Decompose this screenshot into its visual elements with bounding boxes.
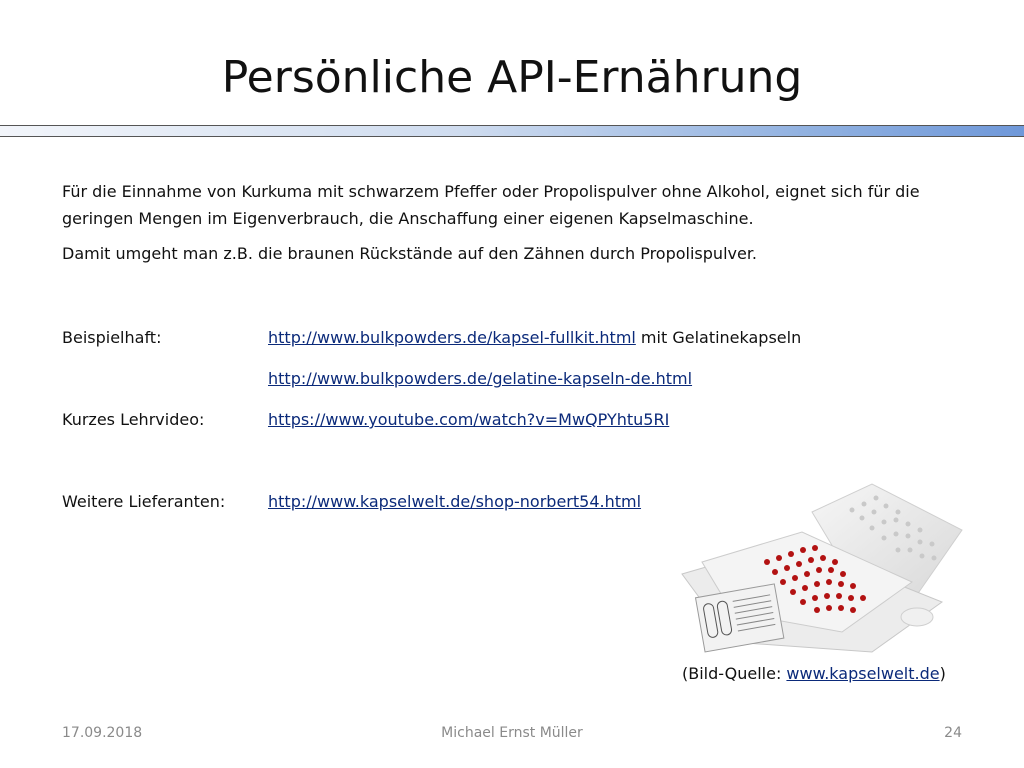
row-suffix: mit Gelatinekapseln <box>635 328 802 347</box>
link-bulkpowders-fullkit[interactable]: http://www.bulkpowders.de/kapsel-fullkit.html <box>268 328 636 347</box>
capsule-machine-photo <box>672 482 968 662</box>
caption-prefix: (Bild-Quelle: <box>682 664 787 683</box>
row-label: Kurzes Lehrvideo: <box>62 410 205 429</box>
image-caption <box>682 664 946 683</box>
intro-text <box>62 178 962 267</box>
link-kapselwelt-shop[interactable]: http://www.kapselwelt.de/shop-norbert54.html <box>268 492 642 511</box>
footer-author: Michael Ernst Müller <box>441 725 583 741</box>
row-label: Beispielhaft: <box>62 328 162 347</box>
paragraph-2: Damit umgeht man z.B. die braunen Rückstände auf den Zähnen durch Propolispulver. <box>62 244 758 263</box>
slide-title: Persönliche API-Ernährung <box>221 52 803 103</box>
caption-link[interactable]: www.kapselwelt.de <box>786 664 940 683</box>
title-divider <box>0 125 1024 137</box>
round-knob <box>901 608 933 626</box>
caption-suffix: ) <box>939 664 946 683</box>
footer-page-number: 24 <box>944 725 962 741</box>
footer-date: 17.09.2018 <box>62 725 143 741</box>
paragraph-1: Für die Einnahme von Kurkuma mit schwarzem Pfeffer oder Propolispulver ohne Alkohol, eignet sich für die geringen Mengen im Eigenverbrauch, die Anschaffung einer eigenen Kapselmaschine. <box>62 182 920 228</box>
row-label: Weitere Lieferanten: <box>62 492 226 511</box>
link-bulkpowders-gelatine[interactable]: http://www.bulkpowders.de/gelatine-kapseln-de.html <box>268 369 693 388</box>
link-youtube-video[interactable]: https://www.youtube.com/watch?v=MwQPYhtu5RI <box>268 410 670 429</box>
